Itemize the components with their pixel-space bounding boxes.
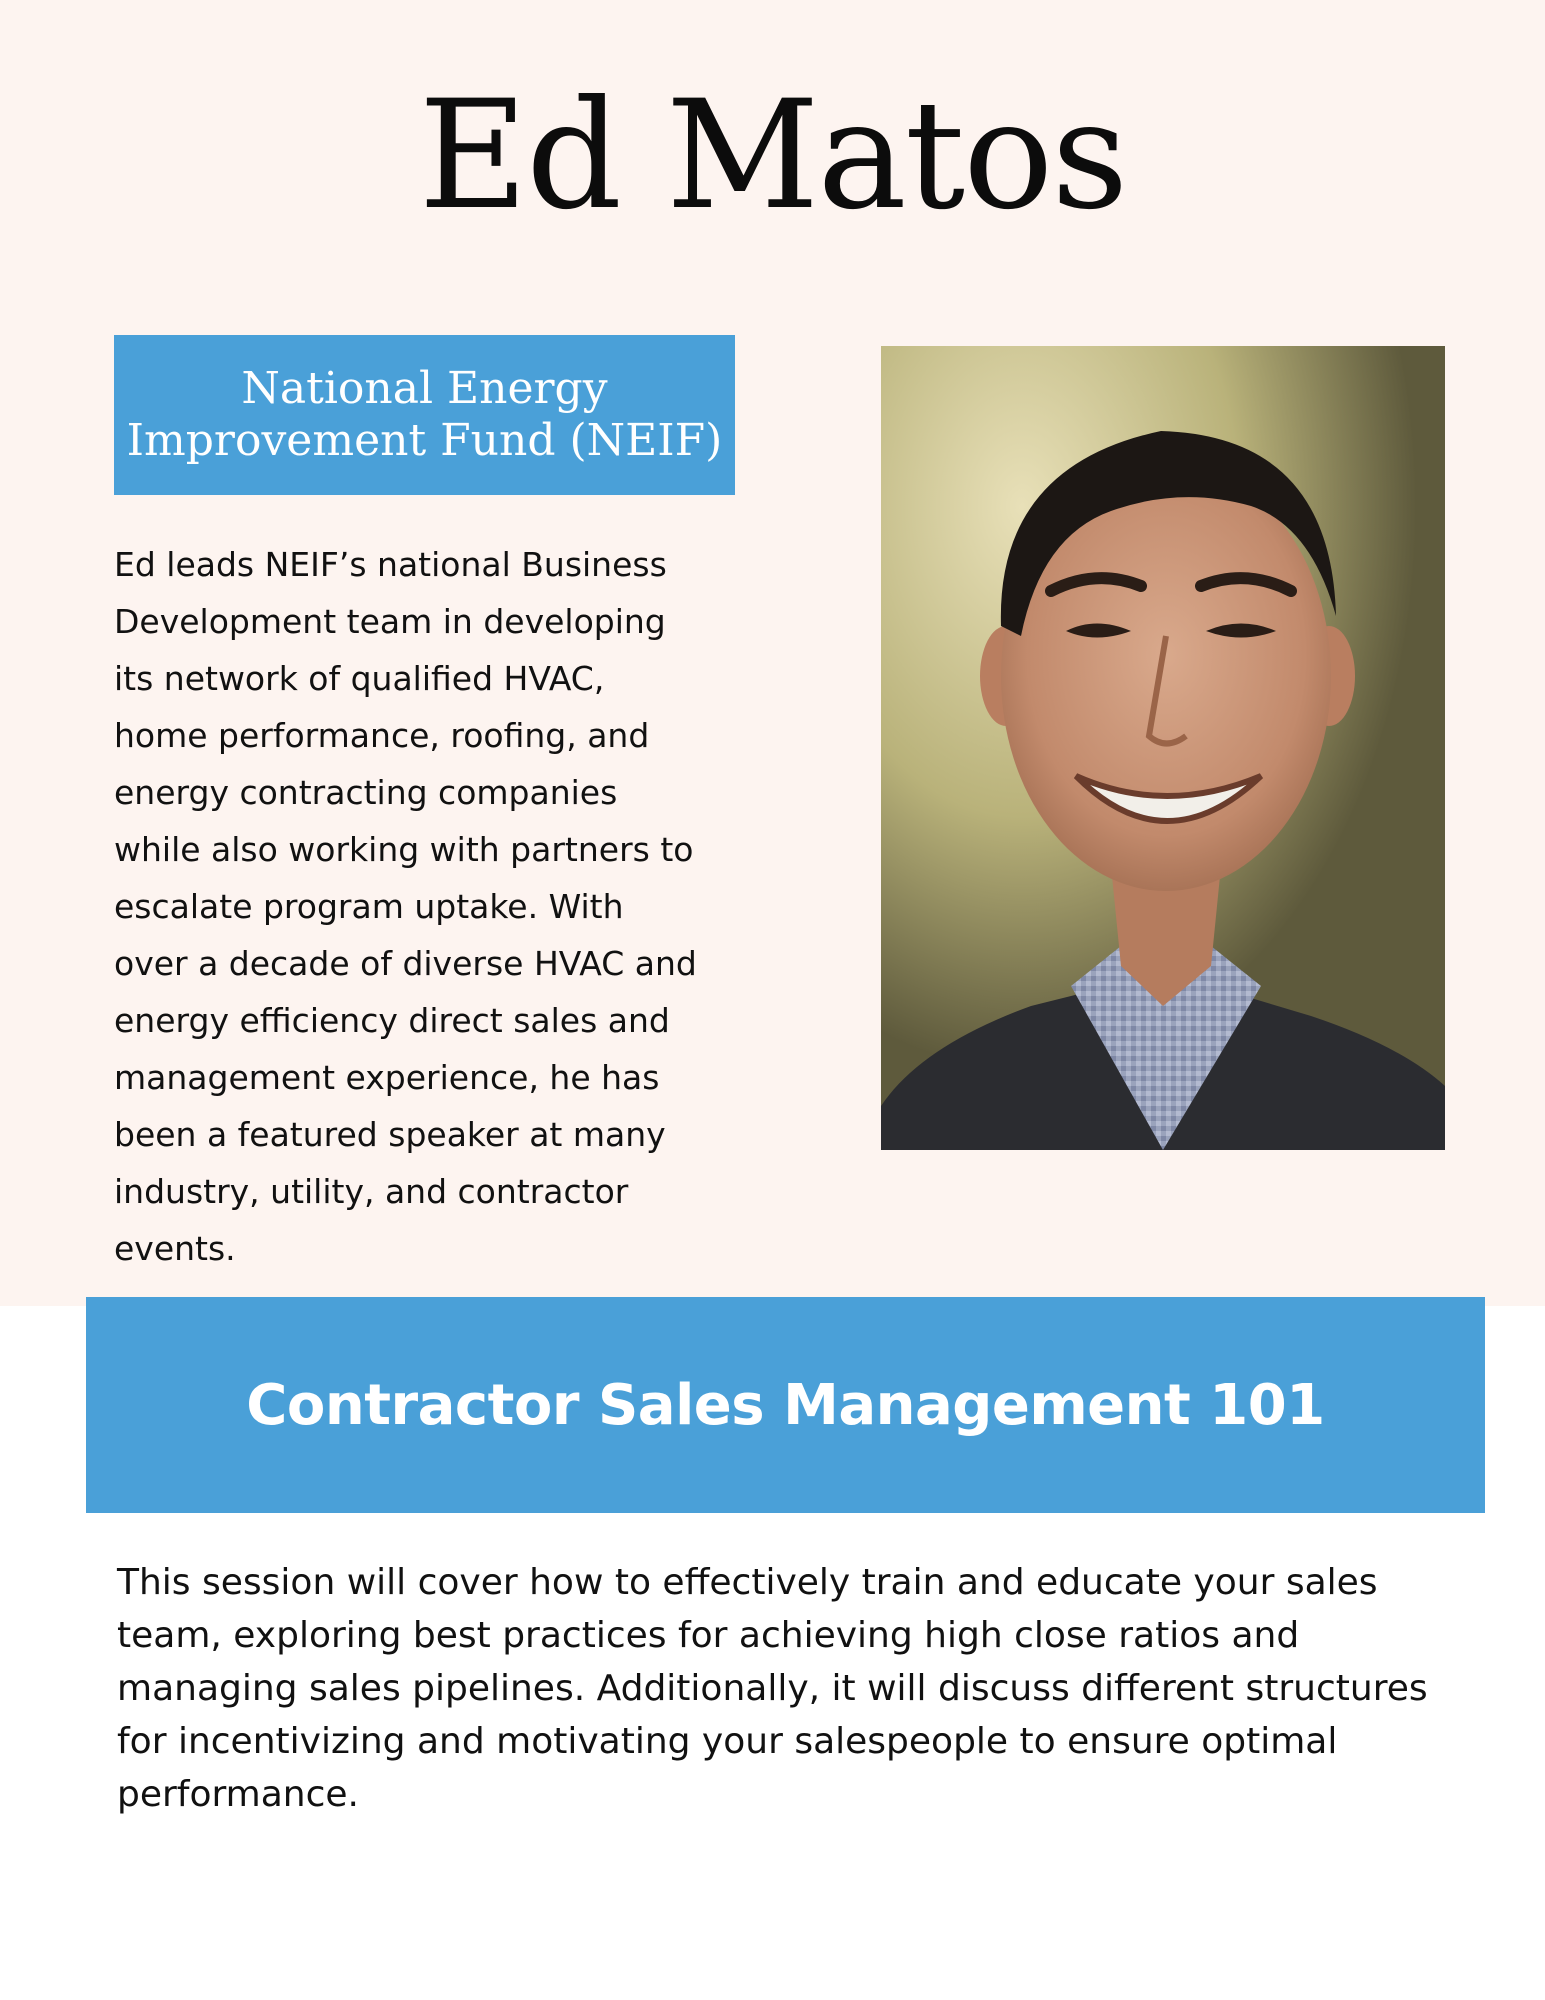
bio-line: industry, utility, and contractor — [114, 1172, 629, 1211]
description-line: team, exploring best practices for achieving high close ratios and — [117, 1615, 1300, 1656]
description-line: This session will cover how to effectively train and educate your sales — [117, 1562, 1378, 1603]
bio-line: management experience, he has — [114, 1058, 660, 1097]
bio-line: its network of qualified HVAC, — [114, 659, 605, 698]
speaker-bio — [114, 536, 754, 1277]
bio-line: events. — [114, 1229, 236, 1268]
bio-line: escalate program uptake. With — [114, 887, 624, 926]
bio-line: over a decade of diverse HVAC and — [114, 944, 697, 983]
description-line: managing sales pipelines. Additionally, it will discuss different structures — [117, 1668, 1428, 1709]
session-title-banner — [86, 1297, 1485, 1513]
bio-line: Development team in developing — [114, 602, 666, 641]
bio-line: Ed leads NEIF’s national Business — [114, 545, 667, 584]
bio-line: while also working with partners to — [114, 830, 694, 869]
session-title: Contractor Sales Management 101 — [246, 1372, 1325, 1438]
bio-line: home performance, roofing, and — [114, 716, 650, 755]
speaker-photo — [881, 346, 1445, 1150]
speaker-portrait-illustration — [881, 346, 1445, 1150]
description-line: for incentivizing and motivating your salespeople to ensure optimal — [117, 1721, 1338, 1762]
organization-line-2: Improvement Fund (NEIF) — [126, 415, 723, 466]
organization-line-1: National Energy — [241, 363, 608, 415]
description-line: performance. — [117, 1774, 359, 1815]
bio-line: been a featured speaker at many — [114, 1115, 666, 1154]
speaker-name: Ed Matos — [418, 69, 1127, 243]
organization-banner — [114, 335, 735, 495]
session-description — [117, 1556, 1467, 1821]
bio-line: energy efficiency direct sales and — [114, 1001, 670, 1040]
bio-line: energy contracting companies — [114, 773, 618, 812]
